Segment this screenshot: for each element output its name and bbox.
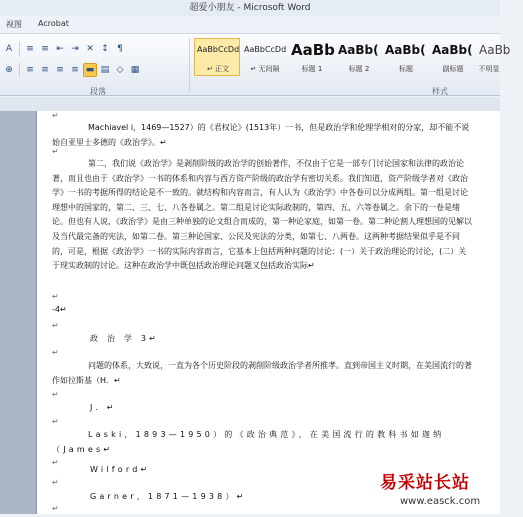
style-name: 标题 2 [348, 65, 370, 73]
style-sample: AaBb( [385, 43, 426, 57]
numbering-button[interactable]: ≡ [41, 44, 49, 54]
style-sample: AaBb [479, 43, 511, 57]
paragraph-mark[interactable]: ↵ [52, 348, 59, 357]
paragraph-group-label: 段落 [90, 87, 106, 96]
style-sample: AaBbCcDd [197, 45, 240, 54]
decrease-indent-button[interactable]: ⇤ [56, 44, 64, 54]
bullets-button[interactable]: ≡ [26, 44, 34, 54]
style-heading-2[interactable] [335, 38, 381, 76]
paragraph-mark[interactable]: ↵ [52, 504, 59, 513]
title-bar [0, 0, 500, 16]
separator [19, 42, 20, 56]
paragraph[interactable]: Machiavel i，1469—1527）的《君权论》(1513年）一书，但是政治学和伦理学相对的分家，却不能不说始自亚里士多德的《政治学》。↵ [52, 123, 470, 147]
paragraph-mark[interactable]: ↵ [52, 417, 59, 426]
paragraph[interactable]: 问题的体系，大致说，一直为各个历史阶段的剥削阶级政治学者所推孝。直到帝国主义时期，在美国流行的著作如拉斯基（H．↵ [52, 361, 472, 385]
shading-button[interactable]: ◇ [116, 65, 124, 75]
style-name: ↵ 无间隔 [250, 65, 280, 73]
distributed-button[interactable]: ▬ [83, 63, 97, 77]
paragraph[interactable]: J．↵ [90, 403, 117, 412]
paragraph-toolbar-row-1 [2, 42, 127, 56]
menu-bar [0, 16, 500, 34]
paragraph-mark[interactable]: ↵ [52, 111, 59, 120]
style-sample: AaBb [291, 41, 335, 59]
align-right-button[interactable]: ≡ [56, 65, 64, 75]
style-name: 标题 1 [301, 65, 323, 73]
style-sample: AaBb( [338, 43, 379, 57]
style-normal[interactable] [194, 38, 240, 76]
phonetic-button[interactable]: ⊕ [5, 65, 13, 75]
line-spacing-button[interactable]: ▤ [100, 65, 110, 75]
paragraph[interactable]: 第二，我们说《政治学》是剥削阶级的政治学的创始著作，不仅由于它是一部专门讨论国家和法律的政治论著，而且也由于《政治学》一书的体系和内容与西方资产阶级的政治学有密切关系。我们知道，资产阶级学者对《政治学》一书的考据所得的结论是不一致的。就结构和内容而言，有人认为《政治学》中各卷可以分成两组。第一组是讨论理想中的国家的，第二、三、七、八各卷属之。第二组是讨论实际政制的，第四、五、六等卷属之。余下的一卷是绪论。但也有人说，《政治学》是由三种单独的论文组合而成的，第一种论家庭，如第一卷。第二种论割人理想国的见解以及当代最完备的宪法，如第二卷。第三种论国家、公民及宪法的分类，如第七、八两卷。这两种考据结果似乎是不同的，可是，根据《政治学》一书的实际内容而言，它基本上包括两种问题的讨论：(一）关于政治理论的讨论，(二）关于现实政制的讨论。这种在政治学中既包括政治理论问题又包括政治实际↵ [52, 159, 472, 271]
paragraph-mark[interactable]: ↵ [52, 458, 59, 467]
window-title: 超爱小朋友 - Microsoft Word [189, 3, 311, 13]
site-watermark [380, 468, 500, 514]
show-marks-button[interactable]: ¶ [117, 44, 123, 54]
running-header[interactable]: 政 治 学 3↵ [90, 334, 160, 343]
paragraph-mark[interactable]: ↵ [52, 390, 59, 399]
paragraph-toolbar-row-2 [2, 63, 142, 77]
paragraph-mark[interactable]: ↵ [52, 292, 59, 301]
styles-group-label: 样式 [432, 87, 448, 96]
style-no-spacing[interactable] [241, 38, 287, 76]
align-center-button[interactable]: ≡ [41, 65, 49, 75]
style-title[interactable] [382, 38, 428, 76]
page-number[interactable]: -4↵ [52, 305, 67, 314]
paragraph-mark[interactable]: ↵ [52, 478, 59, 487]
style-sample: AaBb( [432, 43, 473, 57]
style-name: ↵ 正文 [206, 65, 230, 73]
style-sample: AaBbCcDd [244, 45, 287, 54]
style-name: 不明显 [478, 65, 500, 73]
align-left-button[interactable]: ≡ [26, 65, 34, 75]
increase-indent-button[interactable]: ⇥ [71, 44, 79, 54]
borders-button[interactable]: ▦ [130, 65, 140, 75]
styles-gallery [194, 38, 511, 78]
style-heading-1[interactable] [288, 38, 334, 76]
style-name: 副标题 [442, 65, 464, 73]
paragraph-mark[interactable]: ↵ [52, 321, 59, 330]
group-divider [189, 38, 190, 92]
paragraph[interactable]: Laski，1893—1950）的《政治典范》，在美国流行的教科书如迦纳（James↵ [52, 430, 445, 454]
separator [19, 63, 20, 77]
chinese-layout-button[interactable]: ✕ [86, 44, 94, 54]
justify-button[interactable]: ≡ [71, 65, 79, 75]
sort-button[interactable]: ↕ [101, 44, 109, 54]
watermark-title: 易采站长站 [380, 473, 470, 493]
style-name: 标题 [399, 65, 413, 73]
menu-acrobat[interactable]: Acrobat [38, 19, 69, 28]
menu-view[interactable]: 视图 [6, 20, 22, 29]
paragraph-mark[interactable]: ↵ [52, 147, 59, 156]
paragraph[interactable]: Wilford↵ [90, 465, 151, 474]
watermark-url: www.easck.com [400, 496, 481, 507]
style-subtitle[interactable] [429, 38, 475, 76]
style-subtle[interactable] [476, 38, 511, 76]
char-border-button[interactable]: A [5, 44, 13, 54]
paragraph[interactable]: Garner，1871—1938）↵ [90, 492, 247, 501]
